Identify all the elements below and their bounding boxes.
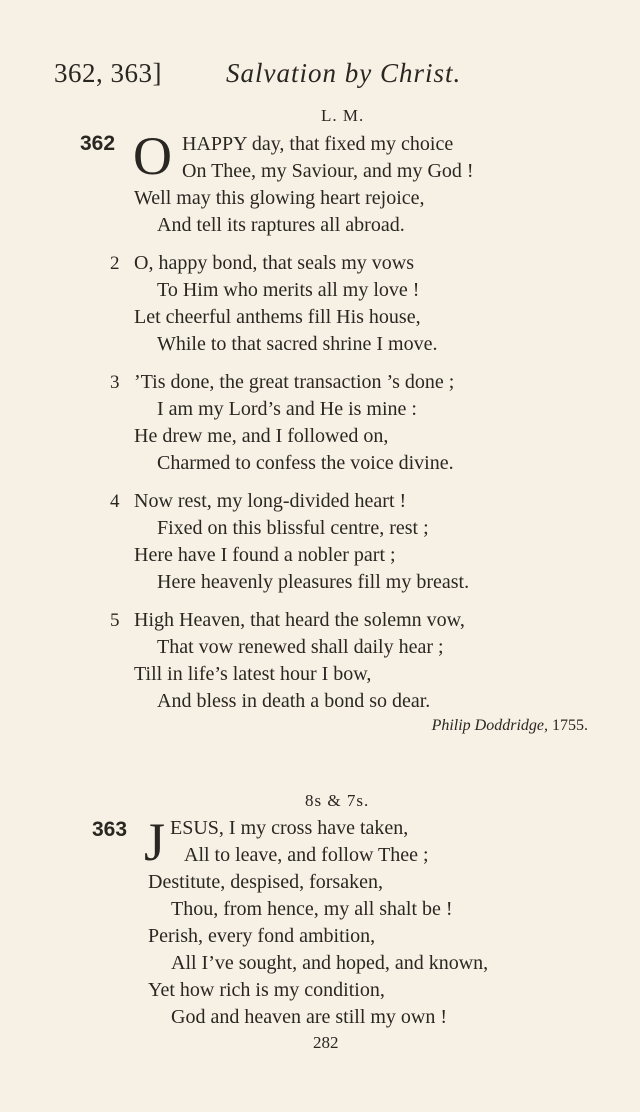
author-name: Philip Doddridge, bbox=[431, 717, 548, 734]
hymn-362-number: 362 bbox=[80, 132, 116, 155]
header-hymn-numbers: 362, 363] bbox=[54, 58, 162, 88]
author-year: 1755. bbox=[552, 717, 588, 734]
hymn-362-line-4: And tell its raptures all abroad. bbox=[157, 214, 405, 236]
verse-line: He drew me, and I followed on, bbox=[134, 425, 389, 447]
verse-line: Till in life’s latest hour I bow, bbox=[134, 663, 372, 685]
verse-line: ’Tis done, the great transaction ’s done ; bbox=[134, 371, 455, 393]
verse-line: I am my Lord’s and He is mine : bbox=[157, 398, 417, 420]
verse-number: 2 bbox=[110, 253, 120, 274]
verse-line: Fixed on this blissful centre, rest ; bbox=[157, 517, 429, 539]
hymn-363-dropcap: J bbox=[144, 812, 166, 872]
hymn-363-meter: 8s & 7s. bbox=[305, 791, 370, 810]
hymn-363-line: Thou, from hence, my all shalt be ! bbox=[171, 898, 453, 920]
header-section-title: Salvation by Christ. bbox=[226, 58, 462, 88]
hymn-363-line: All I’ve sought, and hoped, and known, bbox=[171, 952, 489, 974]
verse-line: Let cheerful anthems fill His house, bbox=[134, 306, 421, 328]
hymn-363-line: Perish, every fond ambition, bbox=[148, 925, 376, 947]
page-number: 282 bbox=[313, 1033, 339, 1052]
hymn-363-number: 363 bbox=[92, 818, 128, 841]
hymn-363-line: Destitute, despised, forsaken, bbox=[148, 871, 383, 893]
verse-line: While to that sacred shrine I move. bbox=[157, 333, 438, 355]
verse-line: Now rest, my long-divided heart ! bbox=[134, 490, 407, 512]
verse-line: High Heaven, that heard the solemn vow, bbox=[134, 609, 465, 631]
hymn-363-line-1: ESUS, I my cross have taken, bbox=[170, 817, 409, 839]
verse-line: O, happy bond, that seals my vows bbox=[134, 252, 414, 274]
verse-line: Here heavenly pleasures fill my breast. bbox=[157, 571, 470, 593]
verse-line: That vow renewed shall daily hear ; bbox=[157, 636, 444, 658]
verse-line: Here have I found a nobler part ; bbox=[134, 544, 396, 566]
hymn-363-line: All to leave, and follow Thee ; bbox=[184, 844, 429, 866]
verse-line: To Him who merits all my love ! bbox=[157, 279, 420, 301]
verse-line: And bless in death a bond so dear. bbox=[157, 690, 431, 712]
hymn-362-meter: L. M. bbox=[321, 106, 365, 125]
hymn-363-line: God and heaven are still my own ! bbox=[171, 1006, 448, 1028]
hymn-362-dropcap: O bbox=[133, 126, 172, 186]
hymn-362-attribution bbox=[432, 717, 588, 735]
hymn-362-line-1: HAPPY day, that fixed my choice bbox=[182, 133, 454, 155]
verse-number: 5 bbox=[110, 610, 120, 631]
hymn-362-line-3: Well may this glowing heart rejoice, bbox=[134, 187, 425, 209]
verse-line: Charmed to confess the voice divine. bbox=[157, 452, 454, 474]
hymn-362-line-2: On Thee, my Saviour, and my God ! bbox=[182, 160, 474, 182]
verse-number: 3 bbox=[110, 372, 120, 393]
verse-number: 4 bbox=[110, 491, 120, 512]
hymn-363-line: Yet how rich is my condition, bbox=[148, 979, 385, 1001]
